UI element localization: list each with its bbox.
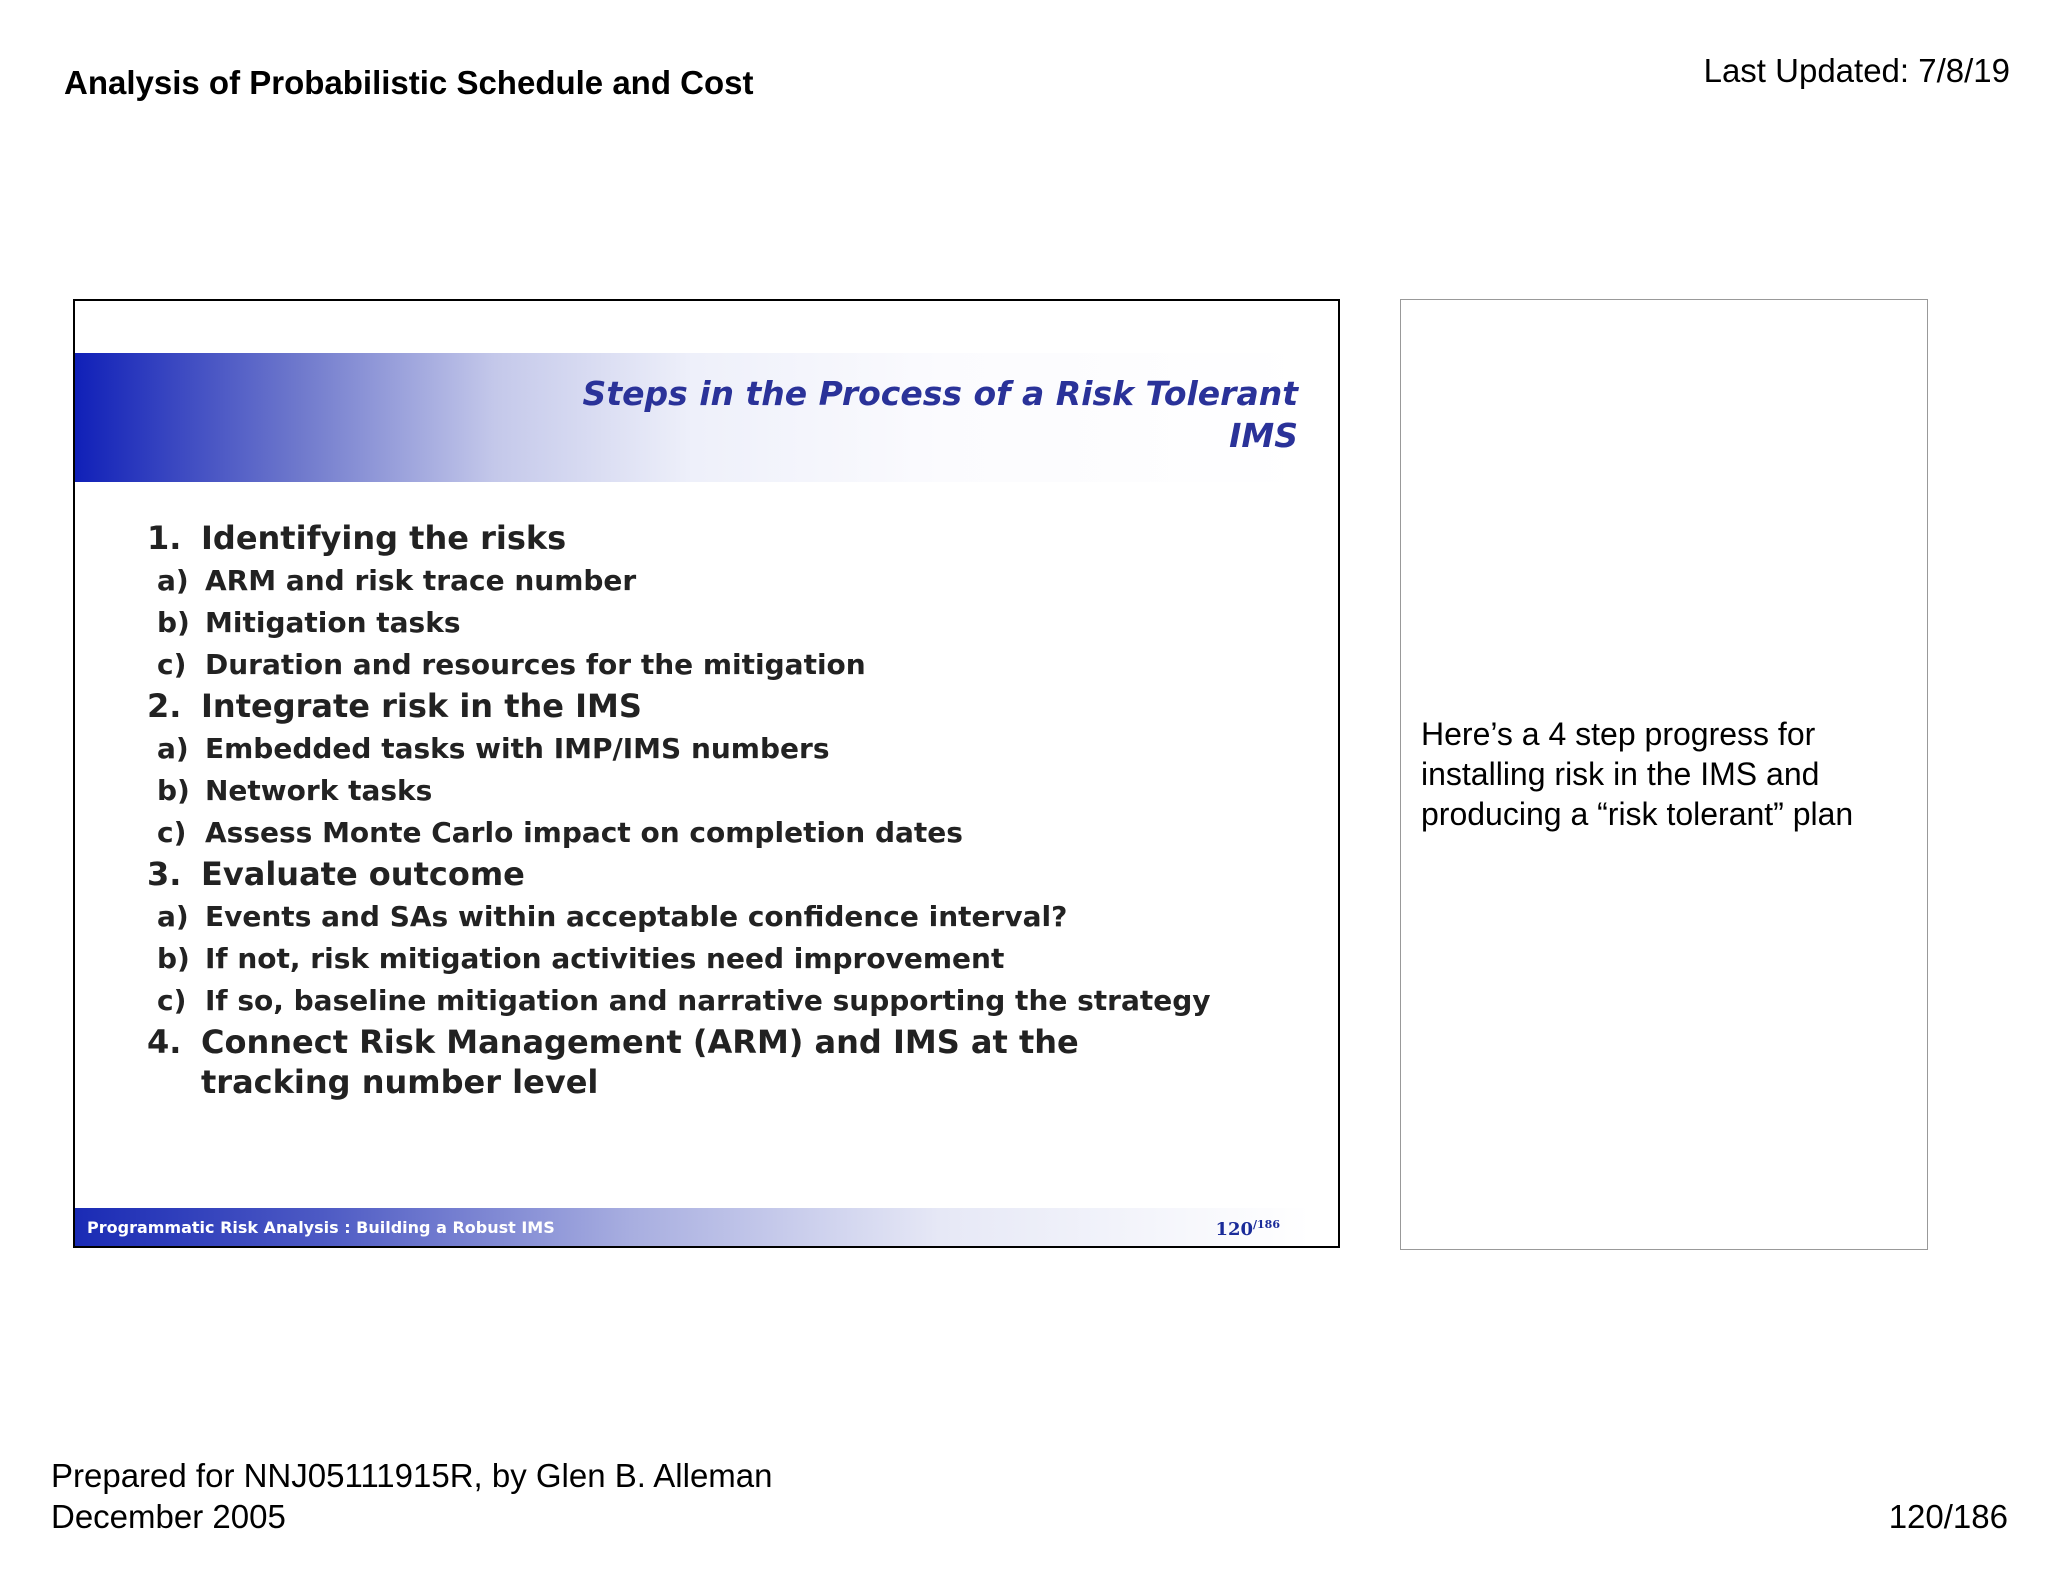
substep-letter: c)	[157, 984, 187, 1017]
notes-panel	[1400, 299, 1928, 1250]
step-text: Evaluate outcome	[201, 855, 525, 893]
slide-image	[73, 299, 1340, 1248]
substep-letter: b)	[157, 942, 190, 975]
substep-letter: a)	[157, 900, 189, 933]
substep-letter: c)	[157, 816, 187, 849]
substep-text: Duration and resources for the mitigation	[205, 648, 866, 681]
substep-item	[157, 812, 1297, 854]
slide-footer-text: Programmatic Risk Analysis : Building a Robust IMS	[87, 1218, 555, 1237]
steps-list	[147, 518, 1297, 1102]
step-number: 4.	[147, 1023, 182, 1061]
step-text: Integrate risk in the IMS	[201, 687, 642, 725]
substep-item	[157, 560, 1297, 602]
substep-text: Events and SAs within acceptable confidence interval?	[205, 900, 1068, 933]
step-item	[147, 854, 1297, 894]
substep-text: If so, baseline mitigation and narrative supporting the strategy	[205, 984, 1211, 1017]
substep-letter: b)	[157, 774, 190, 807]
substep-item	[157, 644, 1297, 686]
substep-item	[157, 896, 1297, 938]
substeps	[157, 728, 1297, 854]
document-title: Analysis of Probabilistic Schedule and Cost	[64, 64, 754, 101]
step-number: 1.	[147, 519, 182, 557]
substep-item	[157, 938, 1297, 980]
prepared-by	[51, 1455, 773, 1537]
step-text: Connect Risk Management (ARM) and IMS at the tracking number level	[201, 1023, 1079, 1101]
step-item	[147, 686, 1297, 726]
substeps	[157, 560, 1297, 686]
step-number: 3.	[147, 855, 182, 893]
substep-text: If not, risk mitigation activities need improvement	[205, 942, 1005, 975]
prepared-line: Prepared for NNJ05111915R, by Glen B. Alleman	[51, 1457, 773, 1494]
substep-letter: b)	[157, 606, 190, 639]
slide-page-number	[1215, 1218, 1280, 1240]
substep-text: Network tasks	[205, 774, 433, 807]
step-text: Identifying the risks	[201, 519, 567, 557]
step-number: 2.	[147, 687, 182, 725]
step-item	[147, 518, 1297, 558]
substep-item	[157, 980, 1297, 1022]
slide-footer-bar	[75, 1208, 1310, 1246]
notes-text: Here’s a 4 step progress for installing risk in the IMS and producing a “risk tolerant” plan	[1421, 716, 1854, 832]
slide-page-total: /186	[1253, 1218, 1280, 1231]
substep-letter: a)	[157, 564, 189, 597]
step-item	[147, 1022, 1231, 1102]
page-number: 120/186	[1888, 1498, 2008, 1535]
substep-letter: a)	[157, 732, 189, 765]
prepared-date: December 2005	[51, 1498, 286, 1535]
substep-text: Assess Monte Carlo impact on completion dates	[205, 816, 963, 849]
substep-item	[157, 602, 1297, 644]
substep-item	[157, 770, 1297, 812]
substep-letter: c)	[157, 648, 187, 681]
slide-title-line: IMS	[1229, 416, 1298, 455]
slide-page-current: 120	[1215, 1219, 1254, 1240]
substep-text: Mitigation tasks	[205, 606, 461, 639]
substep-item	[157, 728, 1297, 770]
substeps	[157, 896, 1297, 1022]
substep-text: Embedded tasks with IMP/IMS numbers	[205, 732, 830, 765]
slide-title	[398, 373, 1298, 457]
substep-text: ARM and risk trace number	[205, 564, 637, 597]
last-updated: Last Updated: 7/8/19	[1703, 52, 2010, 89]
slide-title-line: Steps in the Process of a Risk Tolerant	[582, 374, 1298, 413]
